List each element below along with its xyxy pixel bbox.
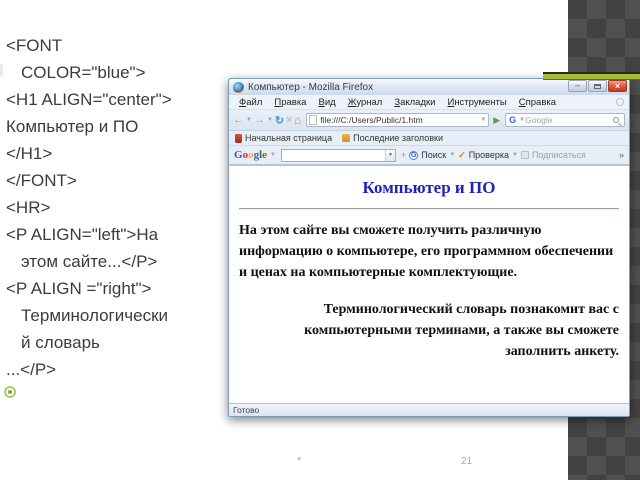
menu-bookmarks[interactable]: Закладки <box>394 96 436 108</box>
google-toolbar-logo[interactable] <box>234 149 267 161</box>
address-url[interactable]: file:///C:/Users/Public/1.htm <box>320 115 423 125</box>
search-engine-icon[interactable]: G <box>509 115 517 125</box>
google-search-button[interactable]: Поиск <box>421 150 447 160</box>
address-dropdown-icon[interactable]: ▼ <box>480 117 487 123</box>
spellcheck-icon: ✓ <box>458 149 466 160</box>
live-bookmark-icon <box>342 134 350 142</box>
search-button-dropdown-icon[interactable]: ▼ <box>449 152 456 158</box>
google-toolbar <box>229 146 629 165</box>
bookmark-icon <box>235 134 242 143</box>
forward-button[interactable]: → <box>253 114 265 126</box>
code-line: Компьютер и ПО <box>6 117 139 136</box>
menu-tools[interactable]: Инструменты <box>447 96 507 108</box>
status-bar <box>229 403 629 416</box>
close-button[interactable]: × <box>608 80 627 92</box>
code-line: COLOR="blue"> <box>21 63 146 82</box>
google-search-input[interactable] <box>281 149 396 162</box>
plus-icon: + <box>400 150 407 160</box>
paragraph-left: На этом сайте вы сможете получить различную информацию о компьютере, его программном обеспечении и ценах на компьютерные комплектующие. <box>239 223 614 280</box>
stop-button[interactable]: × <box>286 114 292 126</box>
slide-accent-bar <box>543 72 640 79</box>
search-box[interactable] <box>505 113 625 127</box>
code-line: <HR> <box>6 198 51 217</box>
bookmarks-toolbar <box>229 131 629 146</box>
back-dropdown-icon[interactable]: ▼ <box>246 117 252 123</box>
google-logo-dropdown-icon[interactable]: ▼ <box>270 152 276 158</box>
code-line: этом сайте...</P> <box>21 252 158 271</box>
code-line: й словарь <box>21 333 100 352</box>
subscribe-icon <box>521 151 529 159</box>
google-g-icon: G <box>411 151 417 159</box>
google-search-dropdown-icon[interactable]: ▼ <box>385 150 395 161</box>
horizontal-rule <box>239 208 619 210</box>
go-button[interactable]: ▶ <box>493 114 501 125</box>
title-bar[interactable] <box>229 79 629 95</box>
navigation-toolbar <box>229 110 629 131</box>
menu-edit[interactable]: Правка <box>274 96 307 108</box>
paragraph-right: Терминологический словарь познакомит вас с компьютерными терминами, а также вы сможете заполнить анкету. <box>304 302 619 359</box>
forward-dropdown-icon[interactable]: ▼ <box>266 117 273 123</box>
html-code-block <box>6 32 226 383</box>
maximize-icon <box>594 84 601 89</box>
page-heading: Компьютер и ПО <box>362 178 496 197</box>
window-controls <box>568 80 627 92</box>
search-engine-dropdown-icon[interactable]: ▼ <box>519 117 526 123</box>
page-content <box>229 165 629 403</box>
spellcheck-button[interactable]: Проверка <box>468 150 509 160</box>
slide-page-number: 21 <box>461 456 473 467</box>
search-magnifier-icon[interactable] <box>613 117 619 123</box>
firefox-window <box>228 78 630 417</box>
subscribe-button[interactable]: Подписаться <box>531 150 586 160</box>
list-bullet-icon <box>4 386 16 398</box>
status-text: Готово <box>233 405 260 415</box>
menu-file[interactable]: Файл <box>239 96 263 108</box>
code-line: </H1> <box>6 144 53 163</box>
logo-letter: e <box>262 149 268 161</box>
slide-footer-marker: * <box>297 455 302 467</box>
code-line: <FONT <box>6 36 63 55</box>
spellcheck-dropdown-icon[interactable]: ▼ <box>512 152 518 158</box>
code-line: <P ALIGN ="right"> <box>6 279 152 298</box>
code-line: </FONT> <box>6 171 77 190</box>
window-title: Компьютер - Mozilla Firefox <box>248 81 374 93</box>
code-line: <P ALIGN="left">На <box>6 225 159 244</box>
address-bar[interactable] <box>306 113 489 127</box>
menu-bar <box>229 95 629 110</box>
code-line: Терминологически <box>21 306 168 325</box>
logo-letter: l <box>259 149 263 161</box>
bookmark-home-page[interactable] <box>235 133 332 143</box>
back-button[interactable]: ← <box>233 114 244 126</box>
logo-letter: g <box>253 149 260 161</box>
menu-view[interactable]: Вид <box>318 96 336 108</box>
reload-button[interactable]: ↻ <box>274 114 285 127</box>
home-button[interactable]: ⌂ <box>293 113 302 127</box>
search-placeholder[interactable]: Google <box>525 115 553 125</box>
logo-letter: G <box>234 149 243 161</box>
code-line: <H1 ALIGN="center"> <box>6 90 172 109</box>
toolbar-overflow-button[interactable]: » <box>618 150 624 160</box>
bookmark-label: Последние заголовки <box>353 133 444 143</box>
bookmark-label: Начальная страница <box>245 133 333 143</box>
menu-help[interactable]: Справка <box>518 96 557 108</box>
page-icon <box>309 115 317 125</box>
logo-letter: o <box>248 149 254 161</box>
throbber-icon <box>616 98 624 106</box>
minimize-button[interactable]: – <box>568 80 587 92</box>
slide-edge-mark <box>0 64 3 77</box>
code-line: ...</P> <box>6 360 57 379</box>
firefox-icon <box>233 82 244 93</box>
bookmark-latest-headlines[interactable] <box>342 133 443 143</box>
logo-letter: o <box>242 149 249 161</box>
maximize-button[interactable] <box>588 80 607 92</box>
menu-history[interactable]: Журнал <box>347 96 383 108</box>
